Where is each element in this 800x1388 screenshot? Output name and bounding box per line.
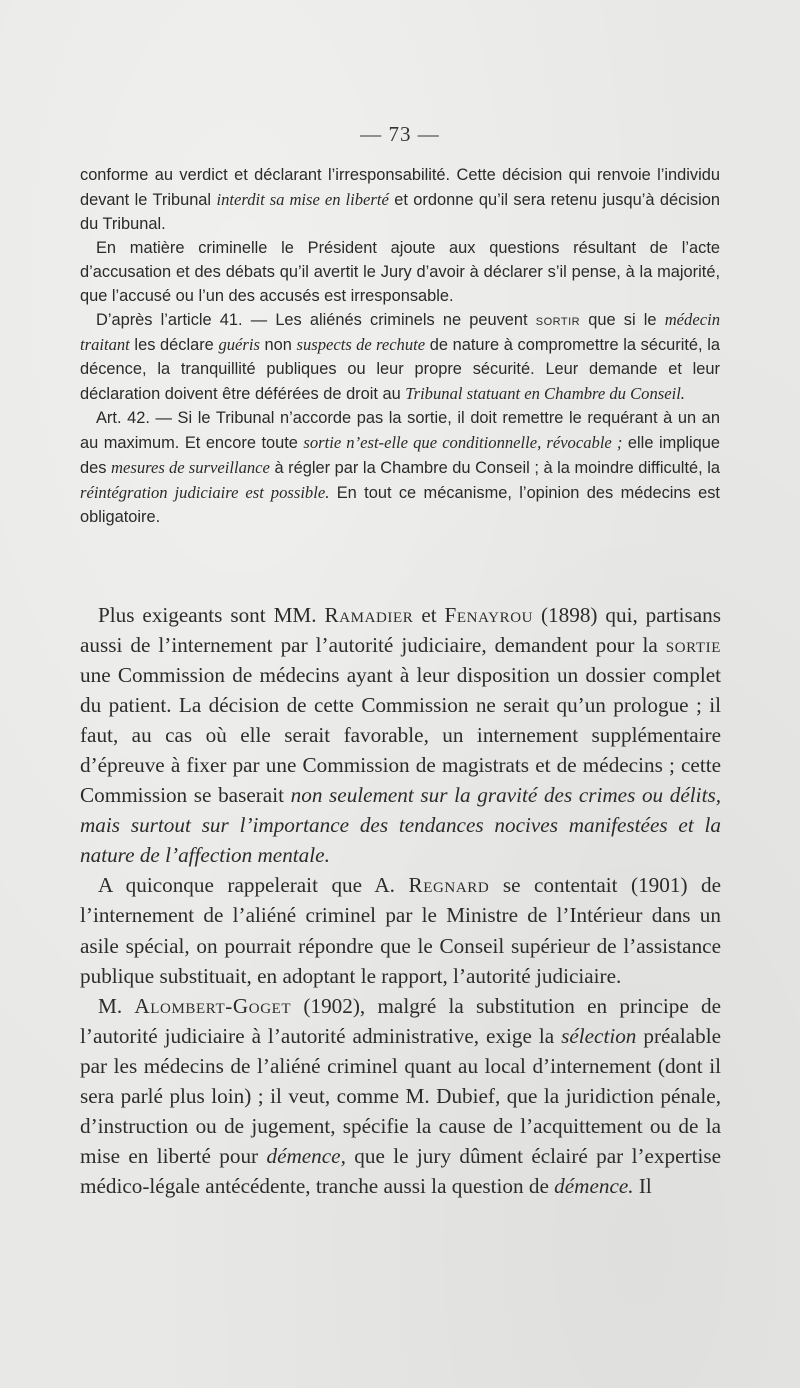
paragraph-decision: conforme au verdict et déclarant l’irresponsabilité. Cette décision qui renvoie l’individu devant le Tribunal interdit sa mise en liberté et ordonne qu’il sera retenu jusqu’à décision du Tribunal. [80, 166, 721, 233]
paragraph-alombert-goget: M. Alombert-Goget (1902), malgré la substitution en principe de l’autorité judiciaire à l’autorité administrative, exige la sélection préalable par les médecins de l’aliéné criminel quant au local d’internement (dont il sera parlé plus loin) ; il veut, comme M. Dubief, que la juridiction pénale, d’instruction ou de jugement, spécifie la cause de l’acquittement ou de la mise en liberté pour démence, que le jury dûment éclairé par l’expertise médico-légale antécédente, tranche aussi la question de démence. Il [80, 993, 722, 1198]
paragraph-regnard: A quiconque rappelerait que A. Regnard se contentait (1901) de l’internement de l’aliéné criminel par le Ministre de l’Intérieur dans un asile spécial, on pourrait répondre que le Conseil supérieur de l’assistance publique substituait, en adoptant le rapport, l’autorité judiciaire. [80, 873, 721, 988]
paragraph-criminal-matters: En matière criminelle le Président ajoute aux questions résultant de l’acte d’accusation et des débats qu’il avertit le Jury d’avoir à déclarer s’il pense, à la majorité, que l’accusé ou l’un des accusés est irresponsable. [80, 238, 720, 305]
paragraph-article-42: Art. 42. — Si le Tribunal n’accorde pas la sortie, il doit remettre le requérant à un an au maximum. Et encore toute sortie n’est-elle que conditionnelle, révocable ; elle implique des mesures de surveillance à régler par la Chambre du Conseil ; à la moindre difficulté, la réintégration judiciaire est possible. En tout ce mécanisme, l’opinion des médecins est obligatoire. [80, 409, 721, 526]
legal-text-excerpt [80, 164, 720, 530]
page-number: — 73 — [360, 122, 440, 146]
paragraph-article-41: D’après l’article 41. — Les aliénés criminels ne peuvent sortir que si le médecin traitant les déclare guéris non suspects de rechute de nature à compromettre la sécurité, la décence, la tranquillité publiques ou leur propre sécurité. Leur demande et leur déclaration doivent être déférées de droit au Tribunal statuant en Chambre du Conseil. [80, 310, 720, 404]
paragraph-ramadier-fenayrou: Plus exigeants sont MM. Ramadier et Fenayrou (1898) qui, partisans aussi de l’internement par l’autorité judiciaire, demandent pour la sortie une Commission de médecins ayant à leur disposition un dossier complet du patient. La décision de cette Commission ne serait qu’un prologue ; il faut, au cas où elle serait favorable, un internement supplémentaire d’épreuve à fixer par une Commission de magistrats et de médecins ; cette Commission se baserait non seulement sur la gravité des crimes ou délits, mais surtout sur l’importance des tendances nocives manifestées et la nature de l’affection mentale. [80, 603, 722, 868]
main-body-text [80, 600, 721, 1201]
